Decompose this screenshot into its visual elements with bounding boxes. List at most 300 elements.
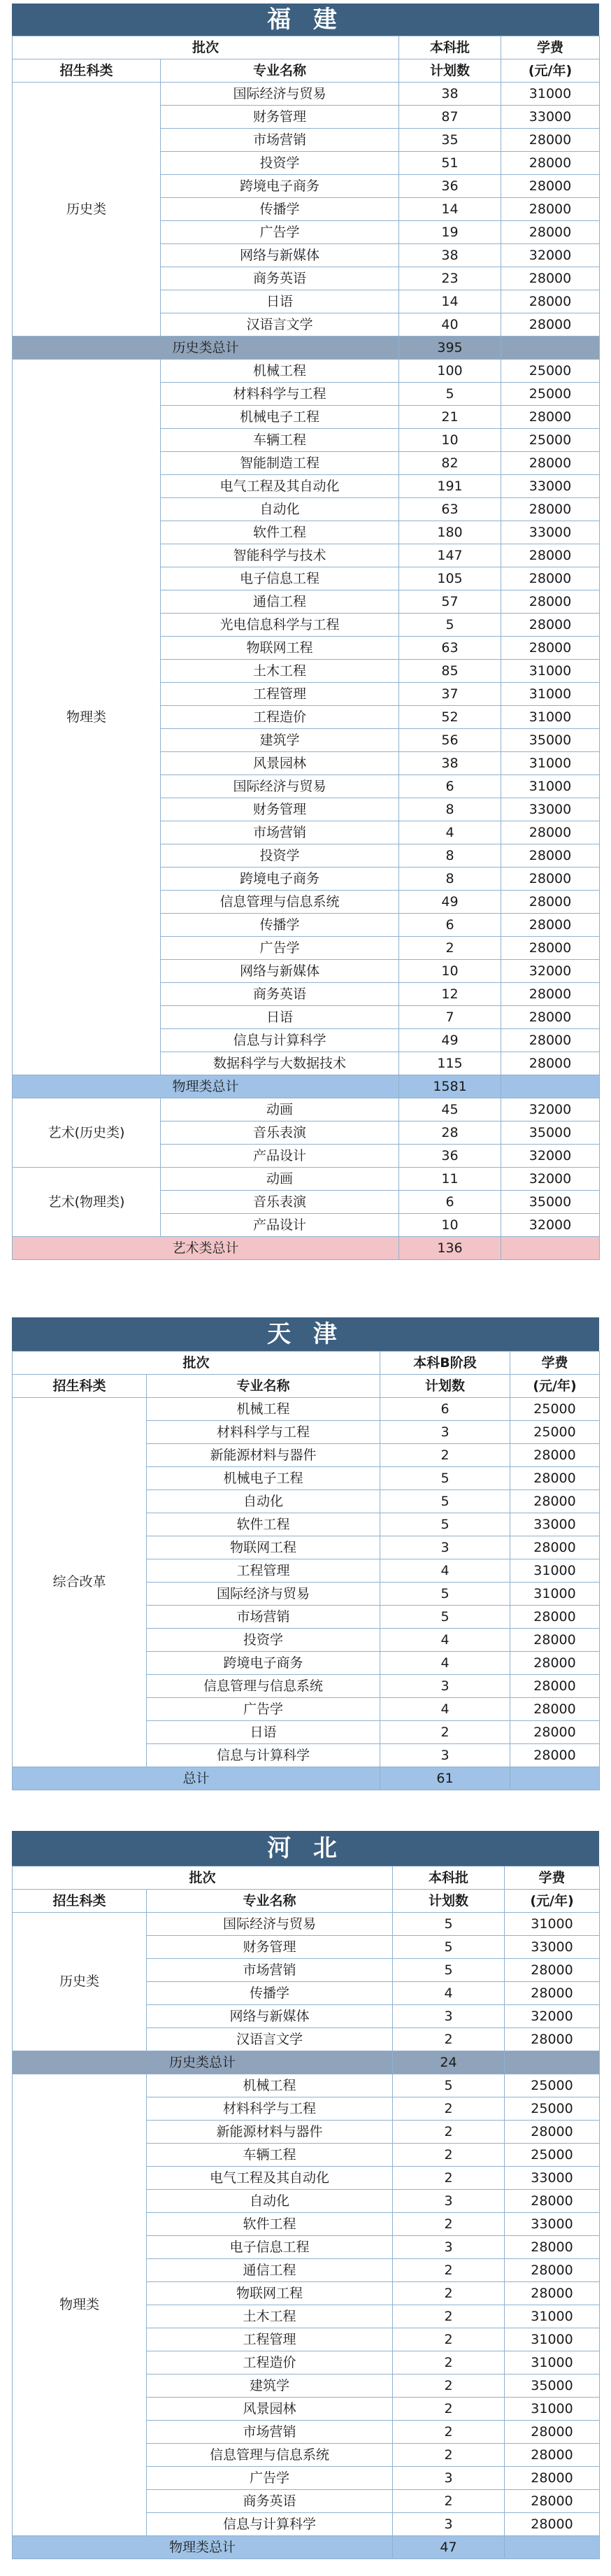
- plan-cell: 36: [399, 175, 501, 198]
- section-title: 福 建: [12, 3, 599, 36]
- plan-cell: 6: [399, 914, 501, 937]
- plan-cell: 23: [399, 267, 501, 290]
- major-cell: 财务管理: [147, 1936, 393, 1959]
- fee-cell: 32000: [501, 1145, 600, 1168]
- fee-cell: 31000: [505, 2328, 600, 2351]
- subtotal-empty: [501, 1237, 600, 1260]
- fee-cell: 28000: [501, 983, 600, 1006]
- plan-cell: 5: [380, 1583, 510, 1606]
- fee-cell: 28000: [501, 1052, 600, 1075]
- fee-cell: 28000: [505, 2444, 600, 2467]
- section-title: 河 北: [12, 1831, 599, 1866]
- plan-header: 计划数: [393, 1890, 505, 1913]
- header-row: [13, 1352, 600, 1375]
- fee-cell: 28000: [505, 2190, 600, 2213]
- plan-header: 计划数: [380, 1375, 510, 1398]
- subtotal-empty: [501, 1075, 600, 1098]
- header-row: [13, 59, 600, 83]
- major-cell: 跨境电子商务: [147, 1652, 380, 1675]
- fee-cell: 28000: [501, 267, 600, 290]
- major-cell: 新能源材料与器件: [147, 2121, 393, 2144]
- subtotal-empty: [505, 2536, 600, 2559]
- table-row: [13, 1913, 600, 1936]
- section-hebei: [12, 1831, 599, 2573]
- plan-cell: 8: [399, 844, 501, 868]
- table-row: [13, 360, 600, 383]
- category-cell: 艺术(历史类): [13, 1098, 161, 1168]
- plan-cell: 2: [393, 2444, 505, 2467]
- major-cell: 电子信息工程: [161, 567, 399, 590]
- fee-cell: 28000: [501, 567, 600, 590]
- major-cell: 广告学: [161, 221, 399, 244]
- major-cell: 工程造价: [147, 2351, 393, 2375]
- fee-unit-header: (元/年): [505, 1890, 600, 1913]
- fee-cell: 28000: [501, 821, 600, 844]
- fee-cell: 28000: [505, 2490, 600, 2513]
- category-cell: 历史类: [13, 1913, 147, 2051]
- major-cell: 建筑学: [161, 729, 399, 752]
- fee-cell: 25000: [505, 2144, 600, 2167]
- section-fujian: [12, 3, 599, 1268]
- major-cell: 市场营销: [147, 1959, 393, 1982]
- fee-cell: 28000: [510, 1744, 600, 1767]
- header-row: [13, 36, 600, 59]
- major-cell: 信息与计算科学: [147, 2513, 393, 2536]
- fee-cell: 31000: [501, 683, 600, 706]
- admission-table: [12, 1866, 600, 2559]
- major-cell: 日语: [147, 1721, 380, 1744]
- section-tianjin: [12, 1317, 599, 1817]
- plan-cell: 6: [380, 1398, 510, 1421]
- fee-cell: 28000: [505, 2121, 600, 2144]
- fee-cell: 25000: [510, 1421, 600, 1444]
- plan-cell: 14: [399, 290, 501, 313]
- fee-cell: 31000: [505, 1913, 600, 1936]
- major-cell: 跨境电子商务: [161, 868, 399, 891]
- plan-cell: 3: [380, 1744, 510, 1767]
- fee-cell: 32000: [501, 1168, 600, 1191]
- major-cell: 软件工程: [147, 1513, 380, 1536]
- major-header: 专业名称: [161, 59, 399, 83]
- major-cell: 光电信息科学与工程: [161, 614, 399, 637]
- major-cell: 信息与计算科学: [147, 1744, 380, 1767]
- major-cell: 通信工程: [147, 2259, 393, 2282]
- plan-cell: 6: [399, 775, 501, 798]
- plan-cell: 2: [393, 2282, 505, 2305]
- fee-cell: 33000: [501, 106, 600, 129]
- major-cell: 机械电子工程: [147, 1467, 380, 1490]
- subtotal-value: 61: [380, 1767, 510, 1790]
- major-cell: 电气工程及其自动化: [147, 2167, 393, 2190]
- plan-cell: 2: [380, 1444, 510, 1467]
- fee-cell: 35000: [501, 1191, 600, 1214]
- subtotal-label: 总计: [13, 1767, 380, 1790]
- admission-table: [12, 1351, 600, 1790]
- major-cell: 电气工程及其自动化: [161, 475, 399, 498]
- major-cell: 产品设计: [161, 1145, 399, 1168]
- major-cell: 音乐表演: [161, 1121, 399, 1145]
- header-row: [13, 1890, 600, 1913]
- plan-cell: 2: [393, 2351, 505, 2375]
- plan-cell: 5: [393, 1913, 505, 1936]
- fee-cell: 25000: [501, 383, 600, 406]
- major-cell: 车辆工程: [161, 429, 399, 452]
- plan-cell: 5: [380, 1606, 510, 1629]
- major-cell: 市场营销: [161, 129, 399, 152]
- fee-cell: 28000: [505, 1959, 600, 1982]
- major-cell: 汉语言文学: [147, 2028, 393, 2051]
- major-cell: 风景园林: [147, 2398, 393, 2421]
- plan-cell: 56: [399, 729, 501, 752]
- fee-cell: 28000: [501, 175, 600, 198]
- major-cell: 广告学: [147, 2467, 393, 2490]
- category-cell: 综合改革: [13, 1398, 147, 1767]
- table-row: [13, 2074, 600, 2097]
- major-header: 专业名称: [147, 1890, 393, 1913]
- fee-cell: 31000: [505, 2398, 600, 2421]
- fee-cell: 33000: [505, 2213, 600, 2236]
- major-cell: 日语: [161, 290, 399, 313]
- table-body: [13, 1352, 600, 1790]
- fee-cell: 28000: [501, 868, 600, 891]
- plan-cell: 4: [380, 1652, 510, 1675]
- plan-cell: 38: [399, 244, 501, 267]
- plan-cell: 6: [399, 1191, 501, 1214]
- major-cell: 材料科学与工程: [161, 383, 399, 406]
- major-cell: 财务管理: [161, 106, 399, 129]
- table-row: [13, 1098, 600, 1121]
- plan-cell: 7: [399, 1006, 501, 1029]
- fee-cell: 28000: [501, 590, 600, 614]
- fee-cell: 28000: [501, 198, 600, 221]
- plan-cell: 19: [399, 221, 501, 244]
- plan-cell: 3: [393, 2190, 505, 2213]
- subtotal-value: 136: [399, 1237, 501, 1260]
- major-cell: 信息管理与信息系统: [147, 2444, 393, 2467]
- major-cell: 工程造价: [161, 706, 399, 729]
- plan-cell: 5: [399, 383, 501, 406]
- plan-cell: 4: [393, 1982, 505, 2005]
- fee-header: 学费: [510, 1352, 600, 1375]
- major-cell: 智能制造工程: [161, 452, 399, 475]
- major-cell: 国际经济与贸易: [161, 83, 399, 106]
- major-cell: 商务英语: [161, 267, 399, 290]
- fee-cell: 28000: [510, 1490, 600, 1513]
- fee-cell: 28000: [501, 637, 600, 660]
- subtotal-value: 47: [393, 2536, 505, 2559]
- plan-cell: 2: [393, 2375, 505, 2398]
- fee-cell: 28000: [510, 1698, 600, 1721]
- plan-cell: 5: [393, 1936, 505, 1959]
- major-cell: 土木工程: [147, 2305, 393, 2328]
- major-cell: 商务英语: [147, 2490, 393, 2513]
- major-cell: 动画: [161, 1168, 399, 1191]
- table-row: [13, 1168, 600, 1191]
- fee-cell: 31000: [510, 1559, 600, 1583]
- fee-cell: 32000: [501, 1214, 600, 1237]
- fee-cell: 33000: [505, 2167, 600, 2190]
- table-body: [13, 36, 600, 1260]
- fee-cell: 28000: [505, 2513, 600, 2536]
- plan-cell: 2: [393, 2421, 505, 2444]
- plan-cell: 2: [393, 2490, 505, 2513]
- plan-cell: 37: [399, 683, 501, 706]
- fee-cell: 31000: [505, 2305, 600, 2328]
- major-cell: 电子信息工程: [147, 2236, 393, 2259]
- plan-cell: 85: [399, 660, 501, 683]
- category-cell: 历史类: [13, 83, 161, 337]
- major-cell: 新能源材料与器件: [147, 1444, 380, 1467]
- fee-header: 学费: [505, 1867, 600, 1890]
- plan-cell: 2: [393, 2259, 505, 2282]
- plan-cell: 3: [393, 2467, 505, 2490]
- plan-cell: 3: [393, 2236, 505, 2259]
- plan-cell: 2: [393, 2398, 505, 2421]
- plan-cell: 2: [380, 1721, 510, 1744]
- subtotal-label: 历史类总计: [13, 337, 399, 360]
- admission-table: [12, 36, 600, 1260]
- major-cell: 国际经济与贸易: [147, 1913, 393, 1936]
- plan-cell: 45: [399, 1098, 501, 1121]
- fee-cell: 28000: [505, 2259, 600, 2282]
- fee-cell: 28000: [501, 152, 600, 175]
- major-cell: 网络与新媒体: [147, 2005, 393, 2028]
- header-row: [13, 1375, 600, 1398]
- fee-cell: 31000: [501, 752, 600, 775]
- major-cell: 自动化: [147, 2190, 393, 2213]
- plan-cell: 4: [399, 821, 501, 844]
- fee-cell: 28000: [510, 1675, 600, 1698]
- major-cell: 传播学: [161, 198, 399, 221]
- plan-cell: 49: [399, 1029, 501, 1052]
- fee-cell: 28000: [501, 614, 600, 637]
- subtotal-empty: [505, 2051, 600, 2074]
- major-cell: 物联网工程: [161, 637, 399, 660]
- major-cell: 软件工程: [147, 2213, 393, 2236]
- major-cell: 产品设计: [161, 1214, 399, 1237]
- major-cell: 投资学: [147, 1629, 380, 1652]
- major-header: 专业名称: [147, 1375, 380, 1398]
- fee-cell: 35000: [501, 1121, 600, 1145]
- major-cell: 跨境电子商务: [161, 175, 399, 198]
- plan-cell: 115: [399, 1052, 501, 1075]
- major-cell: 市场营销: [147, 1606, 380, 1629]
- plan-cell: 147: [399, 544, 501, 567]
- major-cell: 工程管理: [147, 1559, 380, 1583]
- major-cell: 投资学: [161, 844, 399, 868]
- fee-cell: 28000: [505, 2236, 600, 2259]
- plan-cell: 5: [393, 1959, 505, 1982]
- major-cell: 国际经济与贸易: [147, 1583, 380, 1606]
- fee-cell: 33000: [501, 798, 600, 821]
- plan-cell: 11: [399, 1168, 501, 1191]
- major-cell: 数据科学与大数据技术: [161, 1052, 399, 1075]
- plan-cell: 35: [399, 129, 501, 152]
- fee-cell: 28000: [505, 2282, 600, 2305]
- major-cell: 动画: [161, 1098, 399, 1121]
- plan-cell: 2: [393, 2213, 505, 2236]
- major-cell: 网络与新媒体: [161, 960, 399, 983]
- plan-cell: 3: [393, 2513, 505, 2536]
- plan-cell: 8: [399, 868, 501, 891]
- plan-cell: 4: [380, 1629, 510, 1652]
- plan-cell: 63: [399, 498, 501, 521]
- plan-cell: 105: [399, 567, 501, 590]
- fee-cell: 28000: [501, 937, 600, 960]
- plan-cell: 2: [393, 2121, 505, 2144]
- plan-cell: 3: [380, 1536, 510, 1559]
- major-cell: 自动化: [161, 498, 399, 521]
- major-cell: 汉语言文学: [161, 313, 399, 337]
- fee-cell: 28000: [510, 1536, 600, 1559]
- major-cell: 市场营销: [161, 821, 399, 844]
- fee-cell: 28000: [501, 544, 600, 567]
- fee-cell: 28000: [510, 1606, 600, 1629]
- plan-cell: 3: [380, 1675, 510, 1698]
- category-header: 招生科类: [13, 1890, 147, 1913]
- plan-cell: 36: [399, 1145, 501, 1168]
- fee-cell: 31000: [510, 1583, 600, 1606]
- plan-cell: 3: [393, 2005, 505, 2028]
- fee-cell: 25000: [505, 2097, 600, 2121]
- plan-cell: 10: [399, 1214, 501, 1237]
- fee-cell: 32000: [501, 244, 600, 267]
- plan-cell: 5: [380, 1467, 510, 1490]
- major-cell: 软件工程: [161, 521, 399, 544]
- plan-cell: 40: [399, 313, 501, 337]
- fee-header: 学费: [501, 36, 600, 59]
- plan-cell: 49: [399, 891, 501, 914]
- plan-cell: 2: [393, 2328, 505, 2351]
- plan-cell: 21: [399, 406, 501, 429]
- major-cell: 信息管理与信息系统: [147, 1675, 380, 1698]
- major-cell: 工程管理: [147, 2328, 393, 2351]
- major-cell: 信息与计算科学: [161, 1029, 399, 1052]
- fee-cell: 33000: [501, 521, 600, 544]
- fee-cell: 28000: [510, 1467, 600, 1490]
- fee-cell: 25000: [505, 2074, 600, 2097]
- fee-cell: 33000: [510, 1513, 600, 1536]
- plan-cell: 10: [399, 960, 501, 983]
- plan-cell: 12: [399, 983, 501, 1006]
- batch-header: 批次: [13, 1867, 393, 1890]
- major-cell: 网络与新媒体: [161, 244, 399, 267]
- fee-cell: 28000: [505, 2467, 600, 2490]
- fee-cell: 28000: [501, 452, 600, 475]
- subtotal-value: 395: [399, 337, 501, 360]
- category-cell: 物理类: [13, 2074, 147, 2536]
- major-cell: 广告学: [147, 1698, 380, 1721]
- category-header: 招生科类: [13, 59, 161, 83]
- subtotal-label: 历史类总计: [13, 2051, 393, 2074]
- plan-cell: 51: [399, 152, 501, 175]
- plan-cell: 191: [399, 475, 501, 498]
- fee-cell: 28000: [501, 406, 600, 429]
- category-cell: 物理类: [13, 360, 161, 1075]
- fee-cell: 25000: [501, 429, 600, 452]
- major-cell: 商务英语: [161, 983, 399, 1006]
- plan-cell: 5: [380, 1513, 510, 1536]
- fee-cell: 28000: [501, 1006, 600, 1029]
- plan-cell: 2: [393, 2028, 505, 2051]
- fee-cell: 28000: [501, 313, 600, 337]
- major-cell: 自动化: [147, 1490, 380, 1513]
- fee-cell: 28000: [505, 1982, 600, 2005]
- fee-cell: 28000: [501, 498, 600, 521]
- plan-cell: 10: [399, 429, 501, 452]
- section-title: 天 津: [12, 1317, 599, 1351]
- major-cell: 日语: [161, 1006, 399, 1029]
- major-cell: 物联网工程: [147, 2282, 393, 2305]
- fee-cell: 28000: [501, 914, 600, 937]
- plan-cell: 5: [393, 2074, 505, 2097]
- fee-cell: 33000: [505, 1936, 600, 1959]
- subtotal-value: 1581: [399, 1075, 501, 1098]
- subtotal-row: [13, 1075, 600, 1098]
- major-cell: 智能科学与技术: [161, 544, 399, 567]
- plan-cell: 8: [399, 798, 501, 821]
- plan-cell: 4: [380, 1698, 510, 1721]
- fee-unit-header: (元/年): [510, 1375, 600, 1398]
- fee-cell: 31000: [505, 2351, 600, 2375]
- subtotal-label: 物理类总计: [13, 2536, 393, 2559]
- fee-cell: 28000: [501, 221, 600, 244]
- major-cell: 物联网工程: [147, 1536, 380, 1559]
- fee-cell: 35000: [505, 2375, 600, 2398]
- fee-cell: 28000: [505, 2028, 600, 2051]
- batch-header: 批次: [13, 1352, 380, 1375]
- major-cell: 广告学: [161, 937, 399, 960]
- plan-cell: 4: [380, 1559, 510, 1583]
- major-cell: 材料科学与工程: [147, 1421, 380, 1444]
- batch-type-header: 本科批: [393, 1867, 505, 1890]
- major-cell: 通信工程: [161, 590, 399, 614]
- subtotal-row: [13, 2536, 600, 2559]
- subtotal-empty: [510, 1767, 600, 1790]
- plan-cell: 38: [399, 83, 501, 106]
- fee-cell: 31000: [501, 775, 600, 798]
- batch-type-header: 本科B阶段: [380, 1352, 510, 1375]
- major-cell: 工程管理: [161, 683, 399, 706]
- plan-cell: 63: [399, 637, 501, 660]
- plan-cell: 14: [399, 198, 501, 221]
- plan-cell: 5: [399, 614, 501, 637]
- plan-header: 计划数: [399, 59, 501, 83]
- plan-cell: 100: [399, 360, 501, 383]
- fee-cell: 28000: [501, 290, 600, 313]
- plan-cell: 180: [399, 521, 501, 544]
- major-cell: 机械工程: [147, 1398, 380, 1421]
- fee-cell: 28000: [510, 1721, 600, 1744]
- fee-cell: 32000: [501, 1098, 600, 1121]
- major-cell: 风景园林: [161, 752, 399, 775]
- batch-header: 批次: [13, 36, 399, 59]
- fee-cell: 33000: [501, 475, 600, 498]
- fee-cell: 35000: [501, 729, 600, 752]
- fee-unit-header: (元/年): [501, 59, 600, 83]
- fee-cell: 32000: [505, 2005, 600, 2028]
- fee-cell: 25000: [510, 1398, 600, 1421]
- fee-cell: 28000: [501, 844, 600, 868]
- fee-cell: 31000: [501, 706, 600, 729]
- major-cell: 音乐表演: [161, 1191, 399, 1214]
- category-cell: 艺术(物理类): [13, 1168, 161, 1237]
- fee-cell: 28000: [501, 129, 600, 152]
- major-cell: 材料科学与工程: [147, 2097, 393, 2121]
- plan-cell: 87: [399, 106, 501, 129]
- major-cell: 机械工程: [147, 2074, 393, 2097]
- fee-cell: 28000: [505, 2421, 600, 2444]
